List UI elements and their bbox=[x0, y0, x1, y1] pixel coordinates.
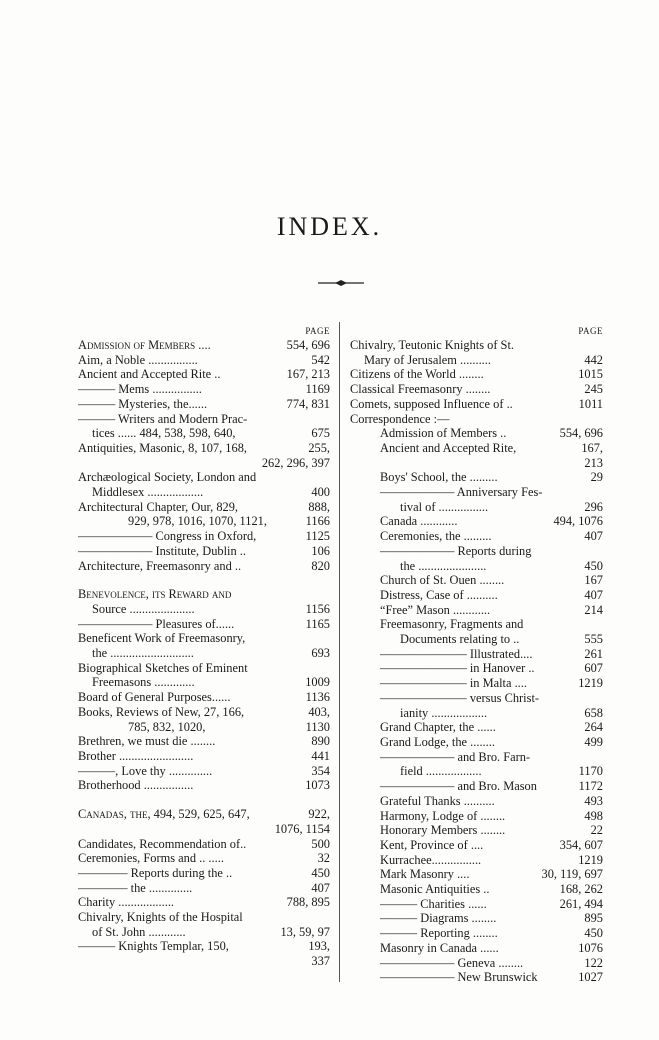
entry-page-numbers: 774, 831 bbox=[284, 397, 330, 412]
entry-text: Admission of Members .. bbox=[380, 426, 507, 441]
entry-page-numbers: 167, bbox=[578, 441, 603, 456]
entry-text: Freemasonry, Fragments and bbox=[380, 617, 524, 632]
entry-text: Canadas, the, 494, 529, 625, 647, bbox=[78, 807, 250, 822]
index-entry bbox=[350, 823, 603, 838]
entry-text: —————— Geneva ........ bbox=[380, 955, 524, 970]
entry-page-numbers: 1015 bbox=[575, 367, 603, 382]
entry-text: —————— and Bro. Farn- bbox=[380, 749, 531, 764]
index-entry bbox=[350, 338, 603, 353]
entry-text: —————— Reports during bbox=[380, 543, 532, 558]
index-entry bbox=[350, 764, 603, 779]
index-entry bbox=[350, 750, 603, 765]
entry-text: Masonic Antiquities .. bbox=[380, 882, 490, 897]
entry-text: Board of General Purposes...... bbox=[78, 690, 231, 705]
entry-page-numbers: 788, 895 bbox=[284, 895, 330, 910]
entry-page-numbers: 890 bbox=[308, 734, 330, 749]
entry-page-numbers: 554, 696 bbox=[557, 426, 603, 441]
index-entry bbox=[350, 529, 603, 544]
entry-text: Documents relating to .. bbox=[400, 632, 520, 647]
index-entry bbox=[350, 838, 603, 853]
entry-text: ——— Mems ................ bbox=[78, 382, 202, 397]
entry-page-numbers: 1136 bbox=[303, 690, 330, 705]
index-entry bbox=[78, 749, 330, 764]
index-entry bbox=[78, 822, 330, 837]
entry-text: ——— Knights Templar, 150, bbox=[78, 939, 229, 954]
index-entry bbox=[78, 382, 330, 397]
entry-page-numbers: 1011 bbox=[576, 397, 603, 412]
index-entry bbox=[78, 485, 330, 500]
index-entry bbox=[78, 705, 330, 720]
entry-page-numbers: 29 bbox=[588, 470, 603, 485]
entry-text: Beneficent Work of Freemasonry, bbox=[78, 631, 246, 646]
index-entry bbox=[350, 500, 603, 515]
entry-page-numbers: 554, 696 bbox=[284, 338, 330, 353]
index-entry bbox=[350, 809, 603, 824]
index-entry bbox=[350, 882, 603, 897]
index-entry bbox=[350, 382, 603, 397]
entry-text: Masonry in Canada ...... bbox=[380, 940, 499, 955]
entry-text: —————— Pleasures of...... bbox=[78, 616, 235, 631]
entry-text: ——— Mysteries, the...... bbox=[78, 396, 208, 411]
index-entry bbox=[350, 720, 603, 735]
entry-text: Chivalry, Teutonic Knights of St. bbox=[350, 338, 514, 352]
entry-text: Church of St. Ouen ........ bbox=[380, 573, 505, 588]
entry-text: 929, 978, 1016, 1070, 1121, bbox=[128, 514, 267, 529]
entry-text: Middlesex .................. bbox=[92, 485, 204, 500]
entry-page-numbers: 30, 119, 697 bbox=[539, 867, 604, 882]
index-entry bbox=[78, 764, 330, 779]
entry-page-numbers: 400 bbox=[308, 485, 330, 500]
entry-text: Grateful Thanks .......... bbox=[380, 793, 495, 808]
entry-text: Kent, Province of .... bbox=[380, 837, 484, 852]
index-entry bbox=[350, 514, 603, 529]
entry-text: Grand Chapter, the ...... bbox=[380, 720, 496, 735]
entry-text: ——— Charities ...... bbox=[380, 896, 487, 911]
index-entry bbox=[78, 939, 330, 954]
entry-text: Honorary Members ........ bbox=[380, 823, 506, 838]
index-column-left bbox=[78, 324, 330, 969]
index-entry bbox=[78, 559, 330, 574]
entry-text: Brethren, we must die ........ bbox=[78, 734, 216, 749]
entry-page-numbers: 354 bbox=[308, 764, 330, 779]
entry-text: Architecture, Freemasonry and .. bbox=[78, 558, 242, 573]
index-entry bbox=[350, 956, 603, 971]
index-entry bbox=[78, 690, 330, 705]
entry-text: ianity .................. bbox=[400, 705, 488, 720]
index-entry bbox=[78, 734, 330, 749]
entry-page-numbers: 450 bbox=[308, 866, 330, 881]
entry-page-numbers: 255, bbox=[305, 441, 330, 456]
index-entry bbox=[78, 720, 330, 735]
entry-text: field .................. bbox=[400, 764, 482, 779]
entry-page-numbers: 407 bbox=[581, 529, 603, 544]
entry-page-numbers: 1166 bbox=[303, 514, 330, 529]
entry-page-numbers: 1125 bbox=[303, 529, 330, 544]
entry-text: Ceremonies, the ......... bbox=[380, 529, 492, 544]
entry-page-numbers: 922, bbox=[305, 807, 330, 822]
entry-text: Canada ............ bbox=[380, 514, 458, 529]
entry-text: —————— Institute, Dublin .. bbox=[78, 543, 246, 558]
index-entry bbox=[78, 675, 330, 690]
index-entry bbox=[78, 456, 330, 471]
index-entry bbox=[350, 397, 603, 412]
entry-text: Boys' School, the ......... bbox=[380, 470, 498, 485]
entry-text: Antiquities, Masonic, 8, 107, 168, bbox=[78, 440, 247, 455]
index-entry bbox=[350, 588, 603, 603]
entry-page-numbers: 499 bbox=[581, 735, 603, 750]
index-entry bbox=[78, 851, 330, 866]
entry-page-numbers: 1169 bbox=[303, 382, 330, 397]
entry-text: tival of ................ bbox=[400, 499, 489, 514]
index-entry bbox=[78, 881, 330, 896]
entry-page-numbers: 658 bbox=[581, 706, 603, 721]
entry-page-numbers: 296 bbox=[581, 500, 603, 515]
index-column-right bbox=[350, 324, 603, 985]
entry-text: Aim, a Noble ................ bbox=[78, 352, 198, 367]
entry-text: tices ...... 484, 538, 598, 640, bbox=[92, 426, 236, 441]
index-entry bbox=[350, 603, 603, 618]
entry-page-numbers: 106 bbox=[308, 544, 330, 559]
index-entry bbox=[78, 426, 330, 441]
index-entry bbox=[78, 866, 330, 881]
entry-text: ——— Reporting ........ bbox=[380, 926, 498, 941]
column-header: PAGE bbox=[578, 326, 603, 336]
entry-text: Biographical Sketches of Eminent bbox=[78, 660, 248, 675]
entry-text: Books, Reviews of New, 27, 166, bbox=[78, 704, 245, 719]
entry-page-numbers: 354, 607 bbox=[557, 838, 603, 853]
entry-text: Admission of Members .... bbox=[78, 338, 211, 352]
index-entry bbox=[78, 910, 330, 925]
entry-text: Mark Masonry .... bbox=[380, 867, 470, 882]
index-entry bbox=[350, 632, 603, 647]
index-entry bbox=[350, 367, 603, 382]
entry-text: Source ..................... bbox=[92, 601, 195, 616]
index-entry bbox=[350, 706, 603, 721]
entry-page-numbers: 895 bbox=[581, 911, 603, 926]
entry-text: Benevolence, its Reward and bbox=[78, 587, 232, 602]
entry-text: Freemasons ............. bbox=[92, 675, 195, 690]
entry-text: Archæological Society, London and bbox=[78, 470, 257, 485]
entry-page-numbers: 193, bbox=[305, 939, 330, 954]
entry-page-numbers: 494, 1076 bbox=[550, 514, 603, 529]
entry-text: Harmony, Lodge of ........ bbox=[380, 808, 506, 823]
entry-page-numbers: 1219 bbox=[575, 676, 603, 691]
entry-text: of St. John ............ bbox=[92, 924, 186, 939]
entry-page-numbers: 1076 bbox=[575, 941, 603, 956]
entry-text: Citizens of the World ........ bbox=[350, 367, 484, 382]
entry-page-numbers: 213 bbox=[581, 456, 603, 471]
index-entry bbox=[78, 500, 330, 515]
entry-text: Ancient and Accepted Rite .. bbox=[78, 367, 221, 382]
entry-page-numbers: 32 bbox=[315, 851, 330, 866]
index-entry bbox=[350, 412, 603, 427]
entry-page-numbers: 498 bbox=[581, 809, 603, 824]
entry-page-numbers: 167 bbox=[581, 573, 603, 588]
entry-page-numbers: 167, 213 bbox=[284, 367, 330, 382]
entry-page-numbers: 555 bbox=[581, 632, 603, 647]
entry-page-numbers: 1130 bbox=[303, 720, 330, 735]
entry-page-numbers: 1076, 1154 bbox=[272, 822, 330, 837]
index-entry bbox=[350, 897, 603, 912]
entry-page-numbers: 450 bbox=[581, 926, 603, 941]
entry-text: Candidates, Recommendation of.. bbox=[78, 836, 247, 851]
index-entry bbox=[78, 529, 330, 544]
entry-page-numbers: 1009 bbox=[302, 675, 330, 690]
index-entry bbox=[78, 778, 330, 793]
index-entry bbox=[78, 397, 330, 412]
column-divider bbox=[339, 322, 340, 982]
entry-text: Correspondence :— bbox=[350, 411, 450, 426]
entry-text: ———— the .............. bbox=[78, 880, 193, 895]
entry-page-numbers: 1027 bbox=[575, 970, 603, 985]
entry-text: ——————— in Hanover .. bbox=[380, 661, 535, 676]
entry-page-numbers: 261, 494 bbox=[557, 897, 603, 912]
entry-page-numbers: 214 bbox=[581, 603, 603, 618]
entry-page-numbers: 675 bbox=[308, 426, 330, 441]
index-entry bbox=[350, 853, 603, 868]
entry-page-numbers: 500 bbox=[308, 837, 330, 852]
index-entry bbox=[350, 441, 603, 456]
entry-text: Distress, Case of .......... bbox=[380, 587, 498, 602]
entry-page-numbers: 607 bbox=[581, 661, 603, 676]
entry-page-numbers: 245 bbox=[581, 382, 603, 397]
entry-text: Brother ........................ bbox=[78, 748, 194, 763]
entry-text: ———, Love thy .............. bbox=[78, 763, 213, 778]
entry-page-numbers: 441 bbox=[308, 749, 330, 764]
index-entry bbox=[350, 867, 603, 882]
entry-text: the ...................... bbox=[400, 558, 487, 573]
entry-page-numbers: 693 bbox=[308, 646, 330, 661]
index-entry bbox=[350, 485, 603, 500]
index-entry bbox=[78, 602, 330, 617]
index-entry bbox=[78, 514, 330, 529]
index-entry bbox=[350, 691, 603, 706]
entry-page-numbers: 1156 bbox=[303, 602, 330, 617]
entry-text: —————— Congress in Oxford, bbox=[78, 529, 257, 544]
entry-text: Comets, supposed Influence of .. bbox=[350, 396, 513, 411]
index-entry bbox=[78, 954, 330, 969]
entry-page-numbers: 888, bbox=[305, 500, 330, 515]
index-entry bbox=[78, 895, 330, 910]
entry-text: Grand Lodge, the ........ bbox=[380, 734, 495, 749]
entry-page-numbers: 1165 bbox=[303, 617, 330, 632]
entry-page-numbers: 168, 262 bbox=[557, 882, 603, 897]
index-entry bbox=[78, 470, 330, 485]
index-entry bbox=[350, 794, 603, 809]
entry-page-numbers: 442 bbox=[581, 353, 603, 368]
index-entry bbox=[78, 631, 330, 646]
index-entry bbox=[78, 412, 330, 427]
entry-text: Charity .................. bbox=[78, 895, 175, 910]
page-title: INDEX. bbox=[276, 212, 383, 241]
entry-text: ——————— versus Christ- bbox=[380, 690, 540, 705]
entry-page-numbers: 262, 296, 397 bbox=[259, 456, 330, 471]
index-entry bbox=[78, 837, 330, 852]
entry-page-numbers: 1172 bbox=[576, 779, 603, 794]
entry-text: Ceremonies, Forms and .. ..... bbox=[78, 851, 224, 866]
entry-text: ——— Writers and Modern Prac- bbox=[78, 411, 248, 426]
index-entry bbox=[78, 441, 330, 456]
entry-text: Classical Freemasonry ........ bbox=[350, 382, 491, 397]
entry-text: ——————— in Malta .... bbox=[380, 676, 527, 691]
index-entry bbox=[78, 925, 330, 940]
entry-page-numbers: 1219 bbox=[575, 853, 603, 868]
entry-text: —————— Anniversary Fes- bbox=[380, 485, 543, 500]
entry-text: —————— and Bro. Mason bbox=[380, 779, 537, 794]
index-entry bbox=[350, 353, 603, 368]
index-entry bbox=[350, 470, 603, 485]
entry-text: ——— Diagrams ........ bbox=[380, 911, 497, 926]
entry-page-numbers: 450 bbox=[581, 559, 603, 574]
entry-page-numbers: 407 bbox=[581, 588, 603, 603]
index-entry bbox=[78, 544, 330, 559]
entry-page-numbers: 22 bbox=[588, 823, 603, 838]
entry-text: Chivalry, Knights of the Hospital bbox=[78, 910, 243, 925]
index-entry bbox=[350, 573, 603, 588]
ornament-divider-icon bbox=[318, 280, 364, 286]
entry-text: the ........................... bbox=[92, 646, 194, 661]
entry-page-numbers: 407 bbox=[308, 881, 330, 896]
entry-text: Ancient and Accepted Rite, bbox=[380, 440, 517, 455]
index-entry bbox=[350, 617, 603, 632]
index-entry bbox=[350, 559, 603, 574]
entry-page-numbers: 122 bbox=[581, 956, 603, 971]
entry-text: Kurrachee................ bbox=[380, 852, 482, 867]
index-entry bbox=[350, 926, 603, 941]
index-entry bbox=[350, 544, 603, 559]
index-entry bbox=[350, 676, 603, 691]
entry-text: “Free” Mason ............ bbox=[380, 602, 491, 617]
index-entry bbox=[350, 911, 603, 926]
entry-page-numbers: 820 bbox=[308, 559, 330, 574]
entry-page-numbers: 1073 bbox=[302, 778, 330, 793]
entry-page-numbers: 13, 59, 97 bbox=[277, 925, 330, 940]
column-header: PAGE bbox=[305, 326, 330, 336]
entry-page-numbers: 261 bbox=[581, 647, 603, 662]
index-entry bbox=[78, 617, 330, 632]
index-entry bbox=[350, 647, 603, 662]
entry-text: Mary of Jerusalem .......... bbox=[364, 352, 491, 367]
index-entry bbox=[78, 367, 330, 382]
index-entry bbox=[350, 735, 603, 750]
entry-text: ———— Reports during the .. bbox=[78, 865, 233, 880]
index-entry bbox=[350, 661, 603, 676]
index-entry bbox=[78, 338, 330, 353]
index-entry bbox=[78, 646, 330, 661]
entry-page-numbers: 493 bbox=[581, 794, 603, 809]
index-entry bbox=[78, 353, 330, 368]
entry-text: Architectural Chapter, Our, 829, bbox=[78, 499, 239, 514]
entry-text: Brotherhood ................ bbox=[78, 778, 194, 793]
index-entry bbox=[350, 426, 603, 441]
index-entry bbox=[350, 456, 603, 471]
entry-text: ——————— Illustrated.... bbox=[380, 646, 533, 661]
index-entry bbox=[78, 587, 330, 602]
entry-text: 785, 832, 1020, bbox=[128, 719, 206, 734]
entry-page-numbers: 542 bbox=[308, 353, 330, 368]
entry-page-numbers: 403, bbox=[305, 705, 330, 720]
entry-page-numbers: 337 bbox=[308, 954, 330, 969]
index-entry bbox=[78, 807, 330, 822]
entry-page-numbers: 264 bbox=[581, 720, 603, 735]
entry-text: —————— New Brunswick bbox=[380, 970, 538, 985]
index-entry bbox=[350, 779, 603, 794]
entry-page-numbers: 1170 bbox=[576, 764, 603, 779]
index-entry bbox=[78, 661, 330, 676]
index-entry bbox=[350, 970, 603, 985]
index-entry bbox=[350, 941, 603, 956]
